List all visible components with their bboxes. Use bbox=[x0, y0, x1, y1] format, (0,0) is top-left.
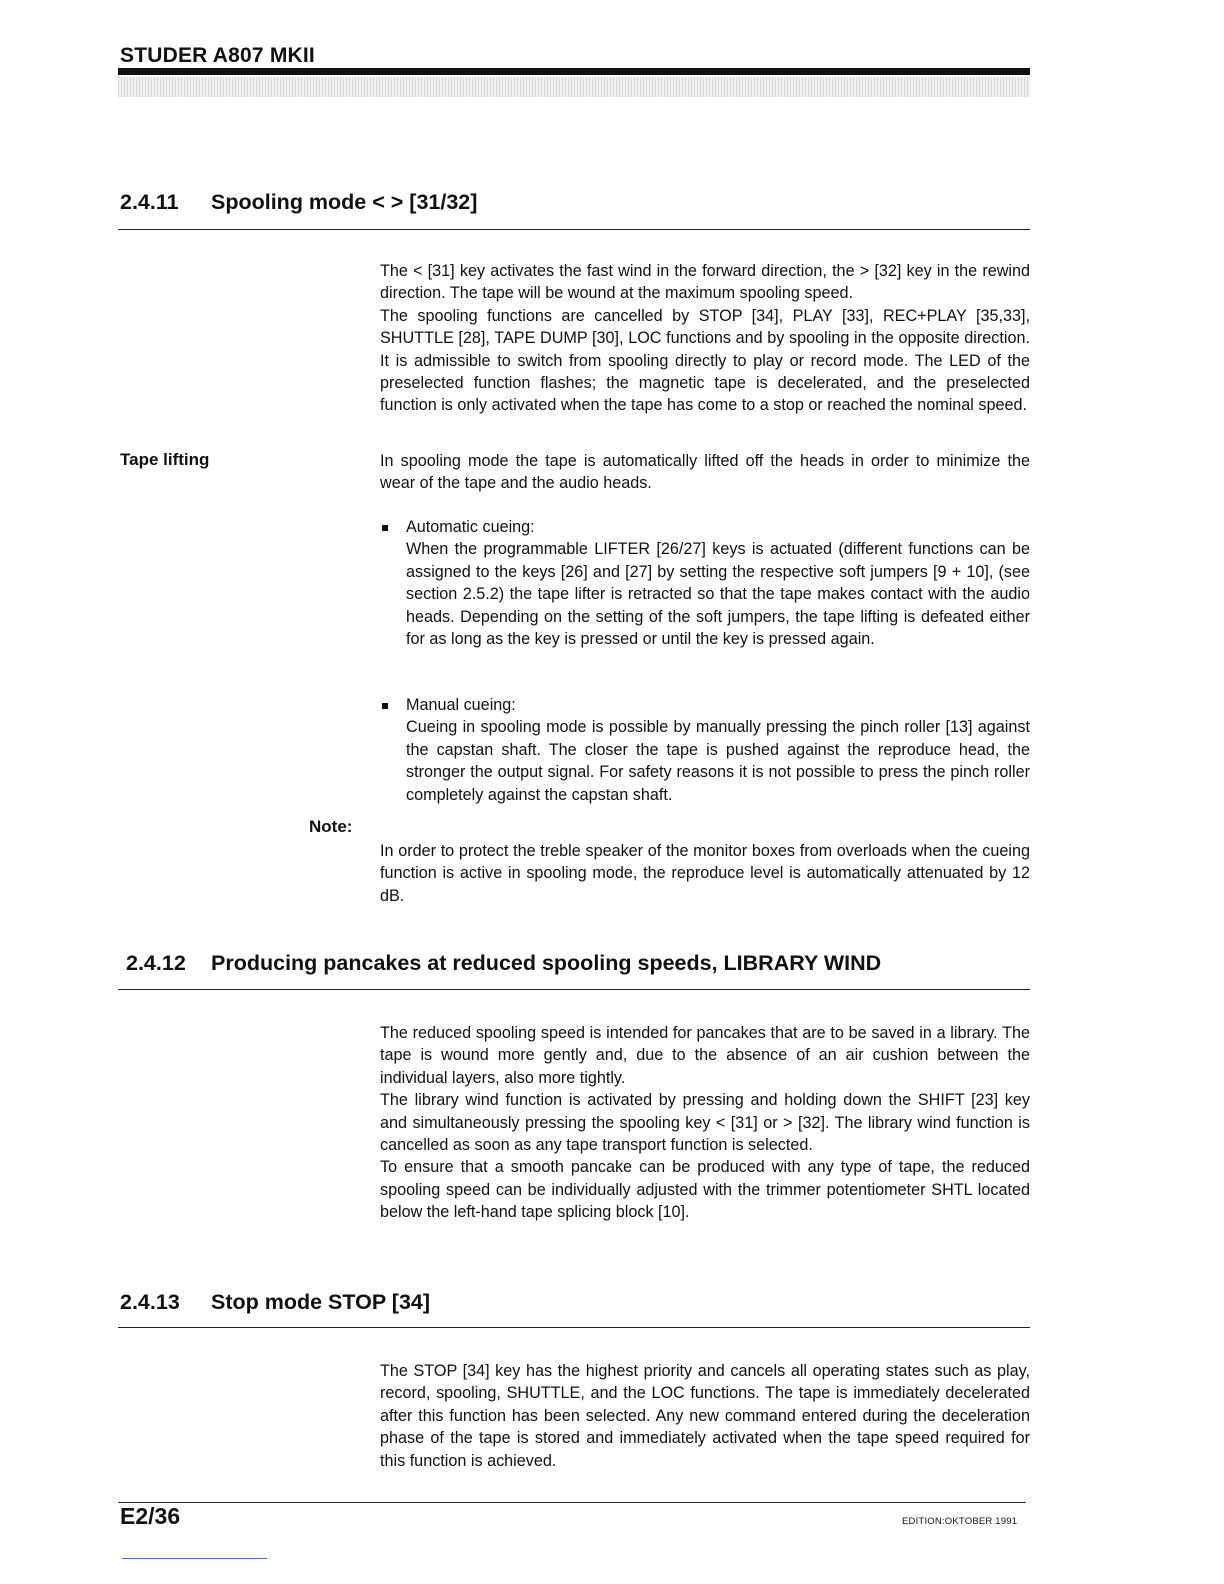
paragraph: The STOP [34] key has the highest priority and cancels all operating states such as play, record, spooling, SHUTTLE, and the LOC functions. The tape is immediately decelerated after this function has been selected. Any new command entered during the deceleration phase of the tape is stored and immediately activated when the tape speed required for this function is achieved. bbox=[380, 1362, 1030, 1470]
section-number: 2.4.12 bbox=[126, 951, 186, 975]
paragraph: In order to protect the treble speaker of the monitor boxes from overloads when the cueing function is active in spooling mode, the reproduce level is automatically attenuated by 12 dB. bbox=[380, 842, 1030, 905]
bullet-text: Cueing in spooling mode is possible by manually pressing the pinch roller [13] against the capstan shaft. The closer the tape is pushed against the reproduce head, the stronger the output signal. For safety reasons it is not possible to press the pinch roller completely against the capstan shaft. bbox=[406, 718, 1030, 804]
paragraph: The spooling functions are cancelled by STOP [34], PLAY [33], REC+PLAY [35,33], SHUTTLE [28], TAPE DUMP [30], LOC functions and by spooling in the opposite direction. It is admissible to switch from spooling directly to play or record mode. The LED of the preselected function flashes; the magnetic tape is decelerated, and the preselected function is only activated when the tape has come to a stop or reached the nominal speed. bbox=[380, 306, 1030, 415]
tape-lifting-paragraph bbox=[380, 450, 1030, 495]
document-header-title: STUDER A807 MKII bbox=[120, 44, 315, 67]
bullet-item-manual-cueing bbox=[380, 694, 1030, 806]
paragraph: The library wind function is activated by pressing and holding down the SHIFT [23] key and simultaneously pressing the spooling key < [31] or > [32]. The library wind function is cancelled as soon as any tape transport function is selected. bbox=[380, 1091, 1030, 1155]
bullet-marker bbox=[382, 703, 388, 709]
section-rule bbox=[118, 1327, 1030, 1328]
bullet-heading: Manual cueing: bbox=[406, 696, 516, 714]
bullet-heading: Automatic cueing: bbox=[406, 518, 535, 536]
section-2-4-13-body bbox=[380, 1360, 1030, 1472]
section-number: 2.4.13 bbox=[120, 1290, 180, 1314]
note-paragraph bbox=[380, 840, 1030, 907]
bullet-item-automatic-cueing bbox=[380, 516, 1030, 650]
section-2-4-11-intro bbox=[380, 260, 1030, 417]
section-title: Producing pancakes at reduced spooling speeds, LIBRARY WIND bbox=[211, 951, 882, 975]
bullet-marker bbox=[382, 525, 388, 531]
section-rule bbox=[118, 229, 1030, 230]
section-rule bbox=[118, 989, 1030, 990]
section-title: Spooling mode < > [31/32] bbox=[211, 190, 478, 214]
section-title: Stop mode STOP [34] bbox=[211, 1290, 431, 1314]
side-label-tape-lifting: Tape lifting bbox=[120, 450, 210, 469]
footer-underline bbox=[122, 1558, 267, 1559]
bullet-text: When the programmable LIFTER [26/27] keys is actuated (different functions can be assigned to the keys [26] and [27] by setting the respective soft jumpers [9 + 10], (see section 2.5.2) the tape lifter is retracted so that the tape makes contact with the audio heads. Depending on the setting of the soft jumpers, the tape lifting is defeated either for as long as the key is pressed or until the key is pressed again. bbox=[406, 540, 1030, 649]
paragraph: The < [31] key activates the fast wind in the forward direction, the > [32] key in the rewind direction. The tape will be wound at the maximum spooling speed. bbox=[380, 262, 1030, 303]
paragraph: In spooling mode the tape is automatically lifted off the heads in order to minimize the wear of the tape and the audio heads. bbox=[380, 452, 1030, 493]
edition-label: EDITION:OKTOBER 1991 bbox=[902, 1516, 1018, 1527]
section-number: 2.4.11 bbox=[120, 190, 179, 214]
header-rule bbox=[118, 68, 1030, 75]
header-stripe bbox=[118, 77, 1030, 97]
paragraph: The reduced spooling speed is intended for pancakes that are to be saved in a library. The tape is wound more gently and, due to the absence of an air cushion between the individual layers, also more tightly. bbox=[380, 1024, 1030, 1087]
note-label: Note: bbox=[309, 817, 353, 836]
footer-rule bbox=[118, 1502, 1026, 1503]
paragraph: To ensure that a smooth pancake can be produced with any type of tape, the reduced spooling speed can be individually adjusted with the trimmer potentiometer SHTL located below the left-hand tape splicing block [10]. bbox=[380, 1158, 1030, 1222]
section-2-4-12-body bbox=[380, 1022, 1030, 1224]
page-number: E2/36 bbox=[120, 1503, 181, 1529]
